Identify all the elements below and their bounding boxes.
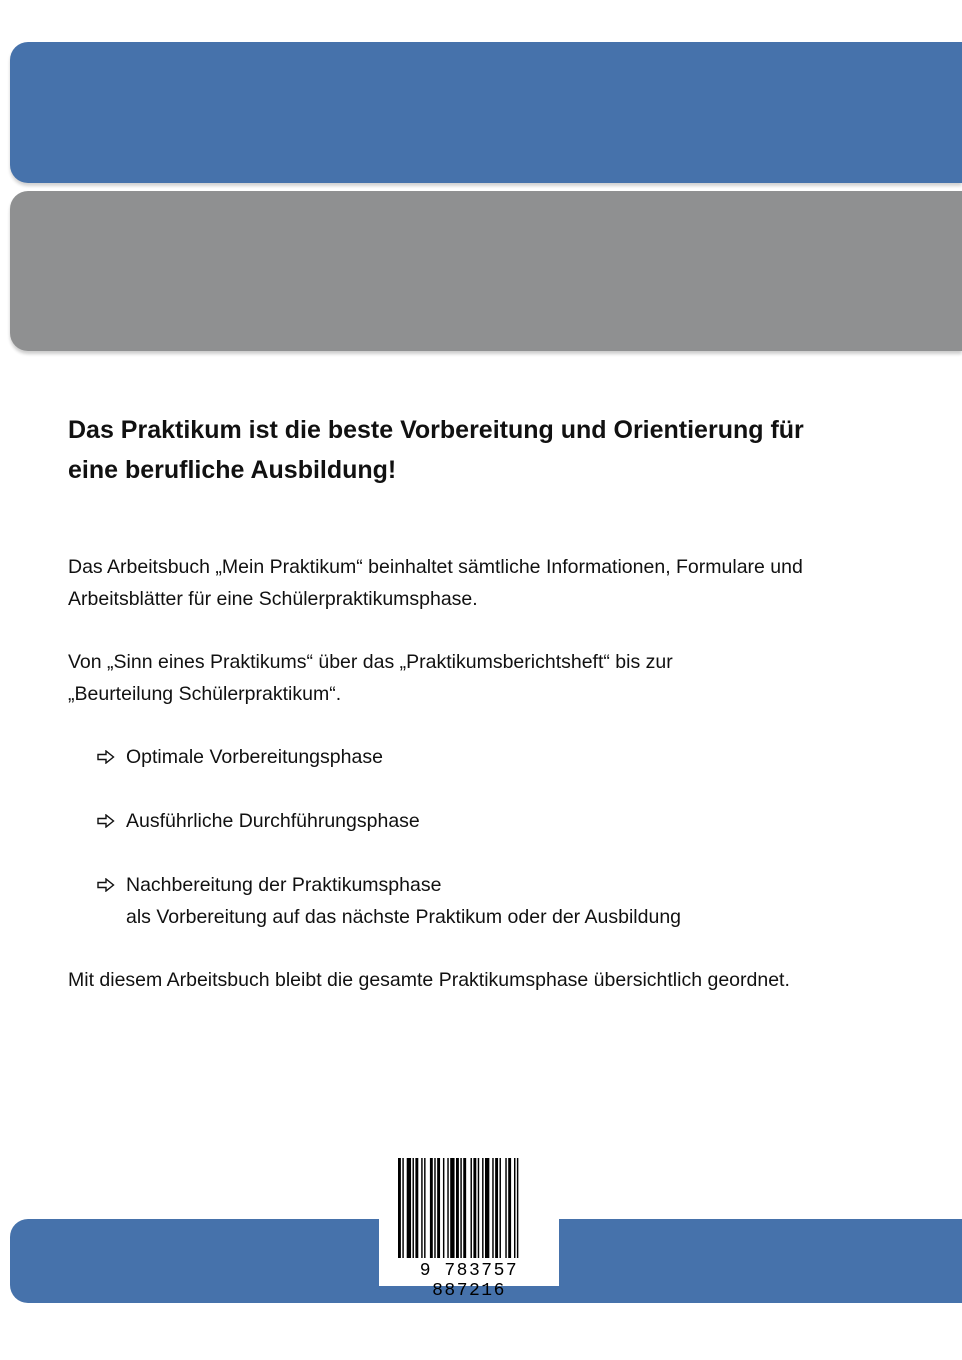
barcode-bar: [430, 1158, 433, 1258]
barcode-bar: [508, 1158, 511, 1258]
headline: [68, 410, 928, 490]
barcode-number: 9 783757 887216: [419, 1261, 519, 1301]
arrow-right-icon: [97, 805, 115, 828]
barcode-bar: [500, 1158, 501, 1258]
barcode-bar: [413, 1158, 414, 1258]
arrow-right-icon: [97, 869, 115, 892]
barcode-bar: [505, 1158, 506, 1258]
headline-line-1: Das Praktikum ist die beste Vorbereitung und Orientierung für: [68, 416, 804, 444]
list-item-label: Nachbereitung der Praktikumsphase: [126, 874, 442, 896]
intro-paragraph: [68, 551, 928, 615]
barcode-bar: [443, 1158, 444, 1258]
barcode-bar: [517, 1158, 518, 1258]
intro-line-2: Arbeitsblätter für eine Schülerpraktikumsphase.: [68, 588, 478, 610]
barcode-bar: [460, 1158, 461, 1258]
barcode-bar: [407, 1158, 411, 1258]
barcode-bar: [447, 1158, 448, 1258]
barcode-bar: [421, 1158, 422, 1258]
barcode-bar: [463, 1158, 466, 1258]
barcode-bar: [471, 1158, 472, 1258]
barcode-bar: [398, 1158, 401, 1258]
arrow-right-icon: [97, 741, 115, 764]
barcode-bar: [485, 1158, 489, 1258]
barcode-bar: [473, 1158, 476, 1258]
barcode-bar: [478, 1158, 479, 1258]
barcode-bar: [415, 1158, 418, 1258]
headline-line-2: eine berufliche Ausbildung!: [68, 456, 397, 484]
phase-list: [97, 741, 917, 933]
barcode-bar: [402, 1158, 403, 1258]
list-item-label: Ausführliche Durchführungsphase: [126, 810, 420, 832]
barcode-bar: [495, 1158, 498, 1258]
list-item: [97, 869, 917, 933]
from-to-line-2: „Beurteilung Schülerpraktikum“.: [68, 683, 342, 705]
barcode-bar: [450, 1158, 454, 1258]
closing-sentence: Mit diesem Arbeitsbuch bleibt die gesamte Praktikumsphase übersichtlich geordnet.: [68, 969, 790, 991]
gray-band: [10, 191, 962, 351]
barcode-bar: [492, 1158, 493, 1258]
from-to-paragraph: [68, 646, 928, 710]
list-item: [97, 805, 917, 837]
barcode-bar: [456, 1158, 459, 1258]
barcode-bar: [424, 1158, 425, 1258]
list-item-sublabel: als Vorbereitung auf das nächste Praktikum oder der Ausbildung: [126, 906, 682, 928]
top-blue-band: [10, 42, 962, 183]
list-item-label: Optimale Vorbereitungsphase: [126, 746, 383, 768]
barcode-bar: [482, 1158, 483, 1258]
barcode-bar: [437, 1158, 440, 1258]
intro-line-1: Das Arbeitsbuch „Mein Praktikum“ beinhaltet sämtliche Informationen, Formulare und: [68, 556, 803, 578]
barcode-bar: [514, 1158, 515, 1258]
from-to-line-1: Von „Sinn eines Praktikums“ über das „Praktikumsberichtsheft“ bis zur: [68, 651, 673, 673]
list-item: [97, 741, 917, 773]
barcode-icon: [379, 1158, 559, 1262]
barcode-bar: [434, 1158, 435, 1258]
isbn-barcode: [379, 1158, 559, 1301]
